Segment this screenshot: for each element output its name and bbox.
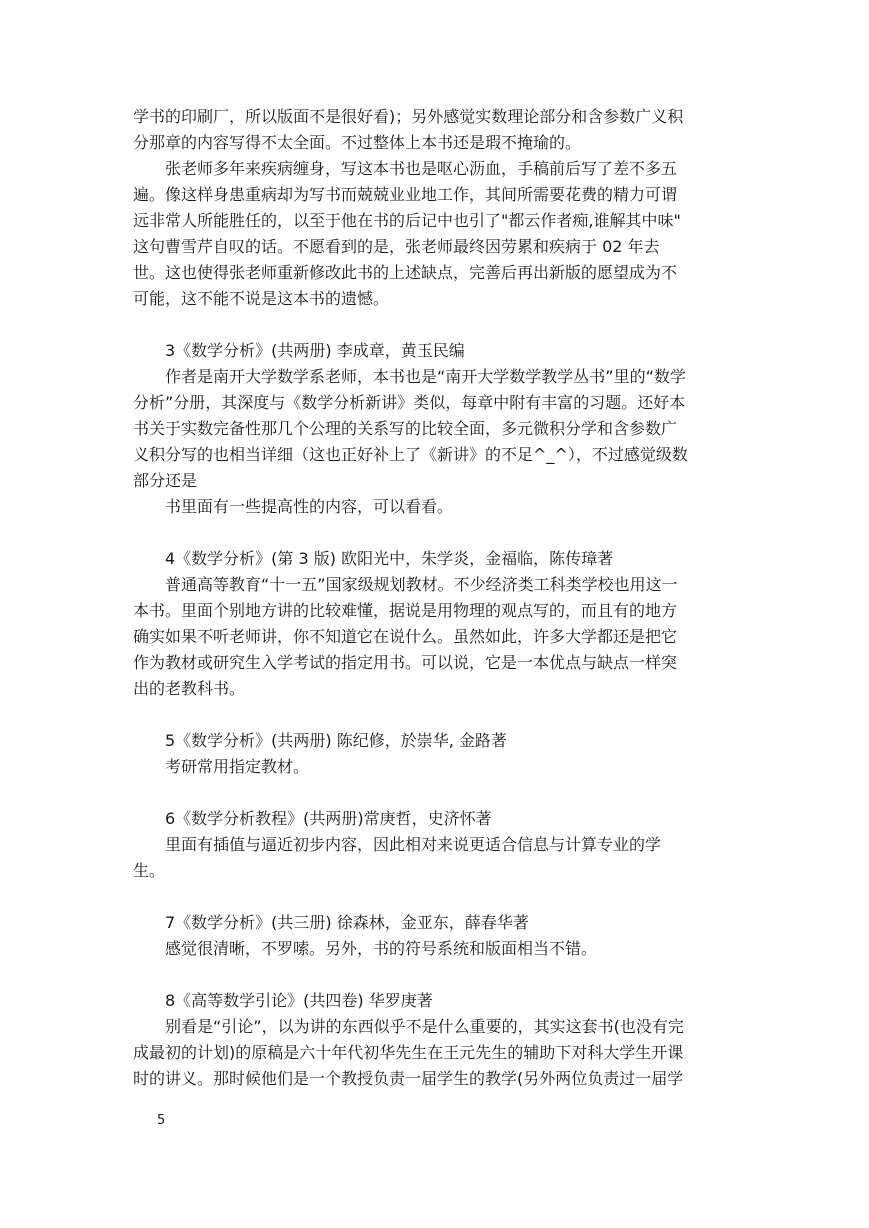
paragraph (133, 806, 737, 884)
paragraph-spacer (133, 884, 737, 910)
text-line: 8《高等数学引论》(共四卷) 华罗庚著 (165, 991, 433, 1010)
text-line: 4《数学分析》(第 3 版) 欧阳光中，朱学炎，金福临，陈传璋著 (165, 549, 614, 568)
paragraph (133, 338, 737, 520)
text-line: 分析”分册，其深度与《数学分析新讲》类似，每章中附有丰富的习题。还好本 (133, 393, 686, 412)
text-line: 6《数学分析教程》(共两册)常庚哲，史济怀著 (165, 809, 492, 828)
text-line: 成最初的计划)的原稿是六十年代初华先生在王元先生的辅助下对科大学生开课 (133, 1043, 684, 1062)
text-line: 书里面有一些提高性的内容，可以看看。 (165, 497, 454, 516)
text-line: 考研常用指定教材。 (165, 757, 310, 776)
text-line: 本书。里面个别地方讲的比较难懂，据说是用物理的观点写的，而且有的地方 (133, 601, 678, 620)
text-line: 义积分写的也相当详细（这也正好补上了《新讲》的不足^_^），不过感觉级数 (133, 445, 688, 464)
text-line: 3《数学分析》(共两册) 李成章，黄玉民编 (165, 341, 465, 360)
text-line: 作为教材或研究生入学考试的指定用书。可以说，它是一本优点与缺点一样突 (133, 653, 678, 672)
text-line: 别看是“引论”，以为讲的东西似乎不是什么重要的，其实这套书(也没有完 (165, 1017, 684, 1036)
paragraph-spacer (133, 520, 737, 546)
paragraph (133, 728, 737, 780)
text-line: 遍。像这样身患重病却为写书而兢兢业业地工作，其间所需要花费的精力可谓 (133, 185, 678, 204)
text-line: 5《数学分析》(共两册) 陈纪修，於崇华, 金路著 (165, 731, 507, 750)
text-line: 学书的印刷厂，所以版面不是很好看)；另外感觉实数理论部分和含参数广义积 (133, 107, 684, 126)
paragraph-spacer (133, 780, 737, 806)
paragraph (133, 104, 737, 156)
text-line: 里面有插值与逼近初步内容，因此相对来说更适合信息与计算专业的学 (165, 835, 662, 854)
paragraph (133, 988, 737, 1092)
text-line: 时的讲义。那时候他们是一个教授负责一届学生的教学(另外两位负责过一届学 (133, 1069, 684, 1088)
text-line: 出的老教科书。 (133, 679, 246, 698)
text-line: 世。这也使得张老师重新修改此书的上述缺点，完善后再出新版的愿望成为不 (133, 263, 678, 282)
text-line: 感觉很清晰，不罗嗦。另外，书的符号系统和版面相当不错。 (165, 939, 598, 958)
text-line: 分那章的内容写得不太全面。不过整体上本书还是瑕不掩瑜的。 (133, 133, 582, 152)
text-line: 普通高等教育“十一五”国家级规划教材。不少经济类工科类学校也用这一 (165, 575, 678, 594)
text-line: 可能，这不能不说是这本书的遗憾。 (133, 289, 390, 308)
paragraph (133, 546, 737, 702)
text-line: 部分还是 (133, 471, 198, 490)
text-line: 生。 (133, 861, 166, 880)
text-line: 7《数学分析》(共三册) 徐森林，金亚东，薛春华著 (165, 913, 529, 932)
text-line: 作者是南开大学数学系老师，本书也是“南开大学数学教学丛书”里的“数学 (165, 367, 686, 386)
paragraph-spacer (133, 702, 737, 728)
text-line: 确实如果不听老师讲，你不知道它在说什么。虽然如此，许多大学都还是把它 (133, 627, 678, 646)
paragraph-spacer (133, 962, 737, 988)
text-line: 这句曹雪芹自叹的话。不愿看到的是，张老师最终因劳累和疾病于 02 年去 (133, 237, 660, 256)
text-line: 张老师多年来疾病缠身，写这本书也是呕心沥血，手稿前后写了差不多五 (165, 159, 678, 178)
paragraph (133, 156, 737, 312)
paragraph (133, 910, 737, 962)
document-body (133, 104, 737, 1092)
text-line: 书关于实数完备性那几个公理的关系写的比较全面，多元微积分学和含参数广 (133, 419, 678, 438)
page-number: 5 (157, 1113, 166, 1128)
paragraph-spacer (133, 312, 737, 338)
text-line: 远非常人所能胜任的，以至于他在书的后记中也引了"都云作者痴,谁解其中味" (133, 211, 681, 230)
